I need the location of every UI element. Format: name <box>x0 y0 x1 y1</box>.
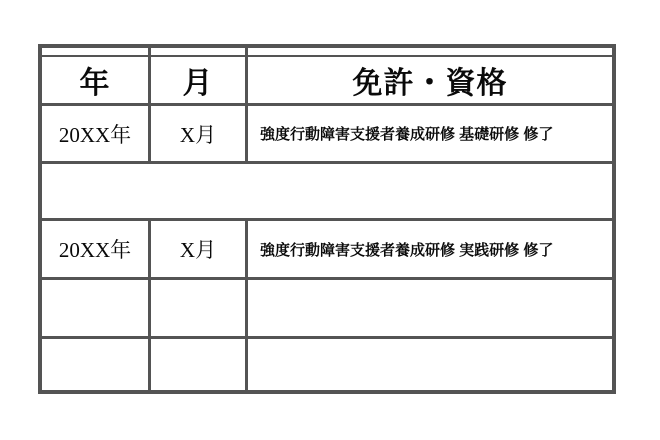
cell-year-basic: 20XX年 <box>42 106 151 164</box>
cell-year-practical: 20XX年 <box>42 221 151 280</box>
header-cell-license: 免許・資格 <box>248 57 612 106</box>
qualifications-table <box>38 44 616 394</box>
cell-license-basic: 強度行動障害支援者養成研修 基礎研修 修了 <box>248 106 612 164</box>
empty-cell-year-b <box>42 339 151 390</box>
cell-month-basic: X月 <box>151 106 248 164</box>
empty-cell-month-a <box>151 280 248 339</box>
spacer-cell-year <box>42 48 151 57</box>
empty-cell-month-b <box>151 339 248 390</box>
spacer-cell-license <box>248 48 612 57</box>
cell-month-practical: X月 <box>151 221 248 280</box>
header-cell-year: 年 <box>42 57 151 106</box>
empty-fullwidth-row <box>42 164 612 221</box>
cell-license-practical: 強度行動障害支援者養成研修 実践研修 修了 <box>248 221 612 280</box>
header-cell-month: 月 <box>151 57 248 106</box>
empty-cell-license-a <box>248 280 612 339</box>
spacer-cell-month <box>151 48 248 57</box>
empty-cell-year-a <box>42 280 151 339</box>
empty-cell-license-b <box>248 339 612 390</box>
